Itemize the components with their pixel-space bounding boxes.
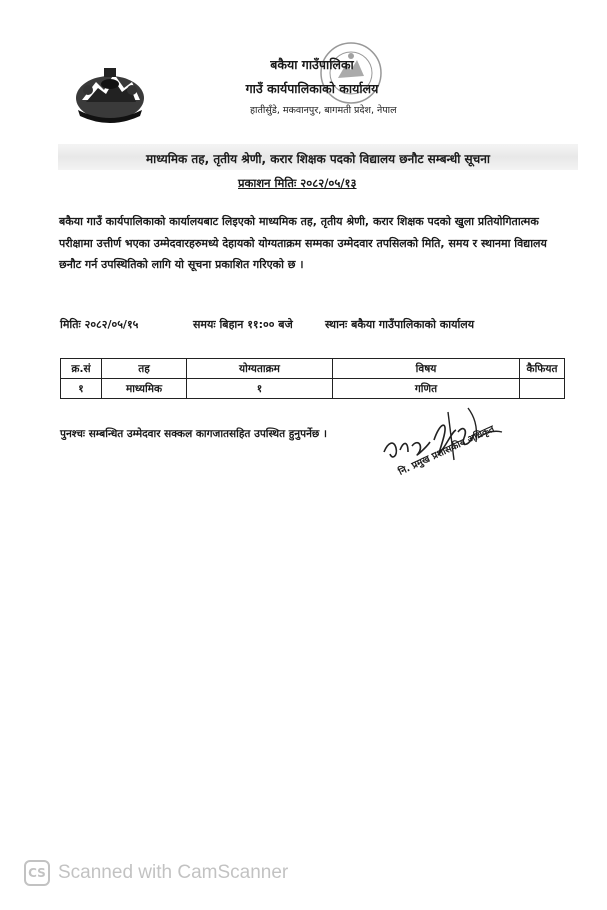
schedule-place: स्थानः बकैया गाउँपालिकाको कार्यालय [325, 318, 475, 331]
cell-remarks [520, 379, 565, 399]
postscript-note: पुनश्चः सम्बन्धित उम्मेदवार सक्कल कागजातसहित उपस्थित हुनुपर्नेछ । [60, 428, 327, 440]
camscanner-watermark [24, 860, 288, 886]
signatory-designation: नि. प्रमुख प्रशासकीय अधिकृत [396, 423, 497, 478]
cell-merit: १ [187, 379, 333, 399]
cell-level: माध्यमिक [102, 379, 187, 399]
round-office-stamp-icon [318, 40, 384, 106]
cell-serial: १ [61, 379, 102, 399]
header-remarks: कैफियत [520, 359, 565, 379]
table-header-row [61, 359, 565, 379]
header-level: तह [102, 359, 187, 379]
publish-date: प्रकाशन मितिः २०८२/०५/१३ [238, 176, 357, 190]
notice-title: माध्यमिक तह, तृतीय श्रेणी, करार शिक्षक पदको विद्यालय छनौट सम्बन्धी सूचना [145, 152, 491, 166]
header-serial: क्र.सं [61, 359, 102, 379]
org-address: हातीसुँडे, मकवानपुर, बागमती प्रदेश, नेपाल [250, 105, 397, 116]
schedule-date: मितिः २०८२/०५/१५ [60, 318, 139, 331]
header-subject: विषय [333, 359, 520, 379]
header-merit: योग्यताक्रम [187, 359, 333, 379]
cell-subject: गणित [333, 379, 520, 399]
org-office: गाउँ कार्यपालिकाको कार्यालय [245, 81, 379, 96]
scanner-text: Scanned with CamScanner [58, 862, 289, 883]
camscanner-logo-icon: CS [24, 860, 50, 886]
schedule-table [60, 358, 565, 399]
org-name: बकैया गाउँपालिका [270, 57, 354, 72]
table-row [61, 379, 565, 399]
nepal-emblem-icon [68, 60, 152, 126]
schedule-time: समयः बिहान ११:०० बजे [193, 318, 293, 331]
notice-body: बकैया गाउँ कार्यपालिकाको कार्यालयबाट लिइएको माध्यमिक तह, तृतीय श्रेणी, करार शिक्षक पदको खुला प्रतियोगितात्मक परीक्षामा उत्तीर्ण भएका उम्मेदवारहरुमध्ये देहायको योग्यताक्रम सम्मका उम्मेदवार तपसिलको मिति, समय र स्थानमा विद्यालय छनौट गर्न उपस्थितिको लागि यो सूचना प्रकाशित गरिएको छ । [59, 215, 547, 271]
